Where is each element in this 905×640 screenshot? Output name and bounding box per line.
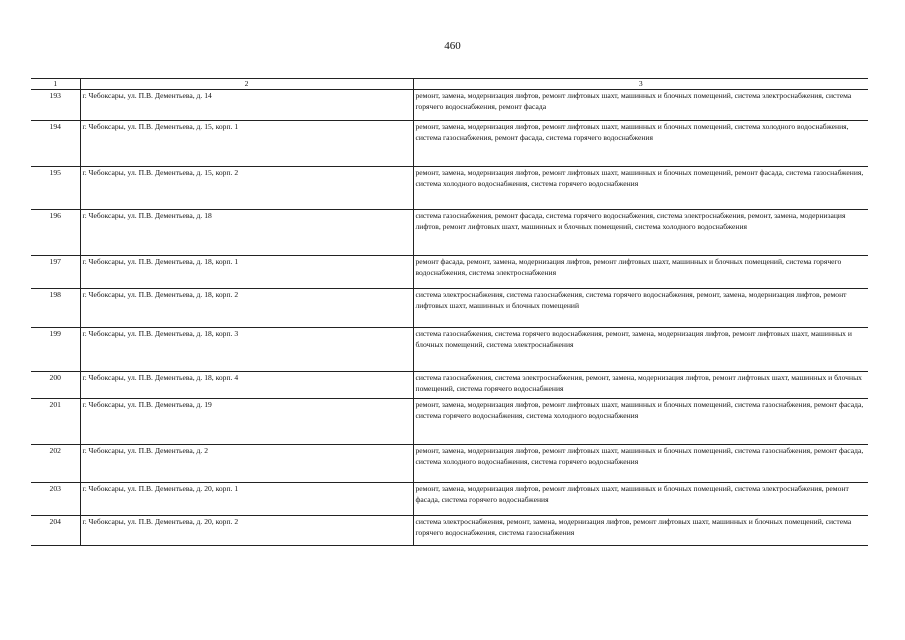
table-row xyxy=(31,167,868,210)
row-number: 199 xyxy=(31,328,80,372)
row-address: г. Чебоксары, ул. П.В. Дементьева, д. 18 xyxy=(80,210,413,256)
row-works: ремонт, замена, модернизация лифтов, ремонт лифтовых шахт, машинных и блочных помещений, система холодного водоснабжения, система газоснабжения, ремонт фасада, система горячего водоснабжения xyxy=(413,121,868,167)
works-table xyxy=(31,78,868,546)
table-row xyxy=(31,483,868,516)
table-row xyxy=(31,121,868,167)
table-row xyxy=(31,445,868,483)
row-number: 200 xyxy=(31,372,80,399)
row-number: 196 xyxy=(31,210,80,256)
page-number: 460 xyxy=(444,40,461,52)
row-number: 204 xyxy=(31,516,80,546)
table-row xyxy=(31,289,868,328)
row-address: г. Чебоксары, ул. П.В. Дементьева, д. 20, корп. 1 xyxy=(80,483,413,516)
row-works: система электроснабжения, ремонт, замена, модернизация лифтов, ремонт лифтовых шахт, машинных и блочных помещений, система горячего водоснабжения, система газоснабжения xyxy=(413,516,868,546)
row-number: 193 xyxy=(31,90,80,121)
row-address: г. Чебоксары, ул. П.В. Дементьева, д. 19 xyxy=(80,399,413,445)
row-works: система газоснабжения, система электроснабжения, ремонт, замена, модернизация лифтов, ремонт лифтовых шахт, машинных и блочных помещений, система горячего водоснабжения xyxy=(413,372,868,399)
row-works: ремонт, замена, модернизация лифтов, ремонт лифтовых шахт, машинных и блочных помещений, система электроснабжения, ремонт фасада, система горячего водоснабжения xyxy=(413,483,868,516)
row-address: г. Чебоксары, ул. П.В. Дементьева, д. 18, корп. 1 xyxy=(80,256,413,289)
table-row xyxy=(31,256,868,289)
row-address: г. Чебоксары, ул. П.В. Дементьева, д. 2 xyxy=(80,445,413,483)
row-number: 203 xyxy=(31,483,80,516)
row-works: ремонт, замена, модернизация лифтов, ремонт лифтовых шахт, машинных и блочных помещений, система газоснабжения, ремонт фасада, система холодного водоснабжения, система горячего водоснабжения xyxy=(413,445,868,483)
row-number: 197 xyxy=(31,256,80,289)
row-works: ремонт фасада, ремонт, замена, модернизация лифтов, ремонт лифтовых шахт, машинных и блочных помещений, система горячего водоснабжения, система электроснабжения xyxy=(413,256,868,289)
row-number: 195 xyxy=(31,167,80,210)
row-address: г. Чебоксары, ул. П.В. Дементьева, д. 14 xyxy=(80,90,413,121)
row-address: г. Чебоксары, ул. П.В. Дементьева, д. 18, корп. 2 xyxy=(80,289,413,328)
row-works: система электроснабжения, система газоснабжения, система горячего водоснабжения, ремонт, замена, модернизация лифтов, ремонт лифтовых шахт, машинных и блочных помещений xyxy=(413,289,868,328)
row-number: 194 xyxy=(31,121,80,167)
table-row xyxy=(31,516,868,546)
row-number: 198 xyxy=(31,289,80,328)
row-address: г. Чебоксары, ул. П.В. Дементьева, д. 20, корп. 2 xyxy=(80,516,413,546)
table-row xyxy=(31,328,868,372)
table-header-row xyxy=(31,79,868,90)
column-header-works: 3 xyxy=(413,79,868,90)
row-address: г. Чебоксары, ул. П.В. Дементьева, д. 18, корп. 4 xyxy=(80,372,413,399)
table-row xyxy=(31,90,868,121)
row-works: система газоснабжения, ремонт фасада, система горячего водоснабжения, система электроснабжения, ремонт, замена, модернизация лифтов, ремонт лифтовых шахт, машинных и блочных помещений, система холодного водоснабжения xyxy=(413,210,868,256)
table-row xyxy=(31,372,868,399)
table-row xyxy=(31,399,868,445)
column-header-address: 2 xyxy=(80,79,413,90)
row-number: 201 xyxy=(31,399,80,445)
table-row xyxy=(31,210,868,256)
row-address: г. Чебоксары, ул. П.В. Дементьева, д. 15, корп. 2 xyxy=(80,167,413,210)
row-works: ремонт, замена, модернизация лифтов, ремонт лифтовых шахт, машинных и блочных помещений, система газоснабжения, ремонт фасада, система горячего водоснабжения, система холодного водоснабжения xyxy=(413,399,868,445)
row-address: г. Чебоксары, ул. П.В. Дементьева, д. 15, корп. 1 xyxy=(80,121,413,167)
row-address: г. Чебоксары, ул. П.В. Дементьева, д. 18, корп. 3 xyxy=(80,328,413,372)
column-header-number: 1 xyxy=(31,79,80,90)
row-works: ремонт, замена, модернизация лифтов, ремонт лифтовых шахт, машинных и блочных помещений, система электроснабжения, система горячего водоснабжения, ремонт фасада xyxy=(413,90,868,121)
row-works: ремонт, замена, модернизация лифтов, ремонт лифтовых шахт, машинных и блочных помещений, ремонт фасада, система газоснабжения, система холодного водоснабжения, система горячего водоснабжения xyxy=(413,167,868,210)
row-number: 202 xyxy=(31,445,80,483)
row-works: система газоснабжения, система горячего водоснабжения, ремонт, замена, модернизация лифтов, ремонт лифтовых шахт, машинных и блочных помещений, система электроснабжения xyxy=(413,328,868,372)
